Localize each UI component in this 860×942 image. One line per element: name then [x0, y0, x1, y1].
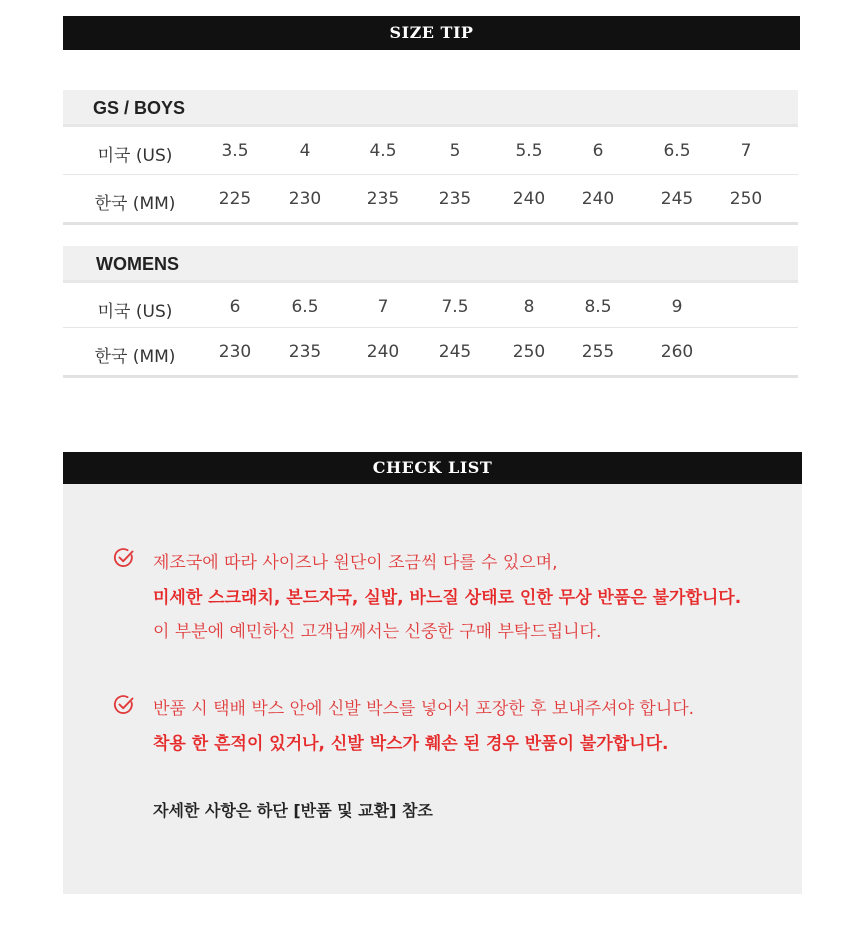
table-cell: 6.5: [291, 297, 319, 317]
table-cell: 255: [581, 342, 615, 362]
table-cell: 240: [366, 342, 400, 362]
table-cell: 9: [671, 297, 683, 317]
check-item-2-line-2: 착용 한 흔적이 있거나, 신발 박스가 훼손 된 경우 반품이 불가합니다.: [153, 734, 669, 754]
table-cell: 5: [449, 141, 461, 161]
check-item-1-line-2: 미세한 스크래치, 본드자국, 실밥, 바느질 상태로 인한 무상 반품은 불가합니다.: [153, 588, 742, 608]
size-tip-header: SIZE TIP: [63, 16, 800, 50]
size-table-womens: [63, 246, 798, 378]
table-cell: 250: [729, 189, 763, 209]
table-cell: 4: [299, 141, 311, 161]
check-list-header: CHECK LIST: [63, 452, 802, 484]
check-list-panel: [63, 484, 802, 894]
section-heading-label: GS / BOYS: [93, 98, 186, 118]
row-label: 미국 (US): [97, 302, 173, 322]
table-cell: 235: [288, 342, 322, 362]
table-cell: 230: [218, 342, 252, 362]
table-cell: 7: [740, 141, 752, 161]
table-cell: 250: [512, 342, 546, 362]
table-cell: 235: [438, 189, 472, 209]
table-cell: 7: [377, 297, 389, 317]
check-item-2-line-1: 반품 시 택배 박스 안에 신발 박스를 넣어서 포장한 후 보내주셔야 합니다.: [153, 699, 695, 719]
section-heading: [63, 90, 798, 124]
table-cell: 225: [218, 189, 252, 209]
check-circle-icon: [113, 547, 135, 569]
row-label: 미국 (US): [97, 146, 173, 166]
check-item-1-line-3: 이 부분에 예민하신 고객님께서는 신중한 구매 부탁드립니다.: [153, 622, 602, 642]
table-cell: 240: [581, 189, 615, 209]
row-label: 한국 (MM): [94, 194, 176, 214]
table-divider: [63, 375, 798, 378]
table-row-us: [63, 280, 798, 327]
table-cell: 235: [366, 189, 400, 209]
table-cell: 245: [438, 342, 472, 362]
table-row-us: [63, 124, 798, 174]
table-cell: 245: [660, 189, 694, 209]
table-cell: 5.5: [515, 141, 543, 161]
table-divider: [63, 222, 798, 225]
row-label: 한국 (MM): [94, 347, 176, 367]
return-policy-note: 자세한 사항은 하단 [반품 및 교환] 참조: [153, 801, 433, 820]
table-cell: 230: [288, 189, 322, 209]
table-cell: 8.5: [584, 297, 612, 317]
table-cell: 6: [592, 141, 604, 161]
table-cell: 6.5: [663, 141, 691, 161]
table-cell: 6: [229, 297, 241, 317]
table-cell: 240: [512, 189, 546, 209]
check-circle-icon: [113, 694, 135, 716]
table-cell: 8: [523, 297, 535, 317]
table-cell: 7.5: [441, 297, 469, 317]
check-item-1-line-1: 제조국에 따라 사이즈나 원단이 조금씩 다를 수 있으며,: [153, 553, 558, 573]
size-table-gs-boys: [63, 90, 798, 225]
table-row-mm: [63, 174, 798, 222]
table-cell: 3.5: [221, 141, 249, 161]
table-row-mm: [63, 327, 798, 375]
table-cell: 4.5: [369, 141, 397, 161]
section-heading-label: WOMENS: [96, 254, 179, 274]
table-cell: 260: [660, 342, 694, 362]
section-heading: [63, 246, 798, 280]
